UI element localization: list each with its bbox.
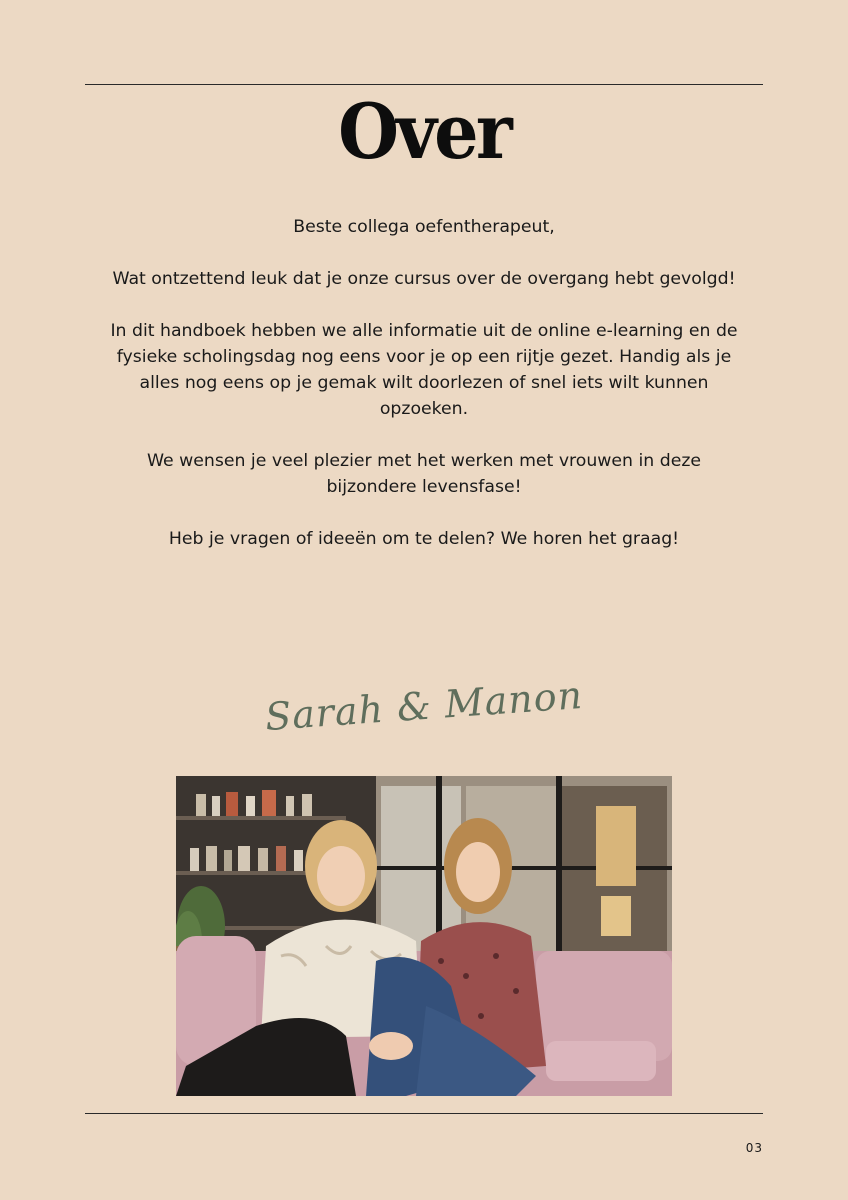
bottom-divider (85, 1113, 763, 1114)
greeting-paragraph: Beste collega oefentherapeut, (293, 217, 555, 237)
intro-text (110, 214, 738, 578)
handbook-paragraph: In dit handboek hebben we alle informatie uit de online e-learning en de fysieke scholingsdag nog eens voor je op een rijtje gezet. Handig als je alles nog eens op je gemak wilt doorlezen of snel iets wilt kunnen opzoeken. (110, 321, 738, 419)
authors-photo (176, 776, 672, 1096)
page-number: 03 (745, 1141, 763, 1155)
wishes-paragraph: We wensen je veel plezier met het werken met vrouwen in deze bijzondere levensfase! (146, 451, 702, 497)
thanks-paragraph: Wat ontzettend leuk dat je onze cursus over de overgang hebt gevolgd! (112, 269, 736, 289)
questions-paragraph: Heb je vragen of ideeën om te delen? We horen het graag! (168, 529, 680, 549)
author-signature: Sarah & Manon (263, 672, 585, 740)
page-title: Over (338, 87, 510, 176)
top-divider (85, 84, 763, 85)
